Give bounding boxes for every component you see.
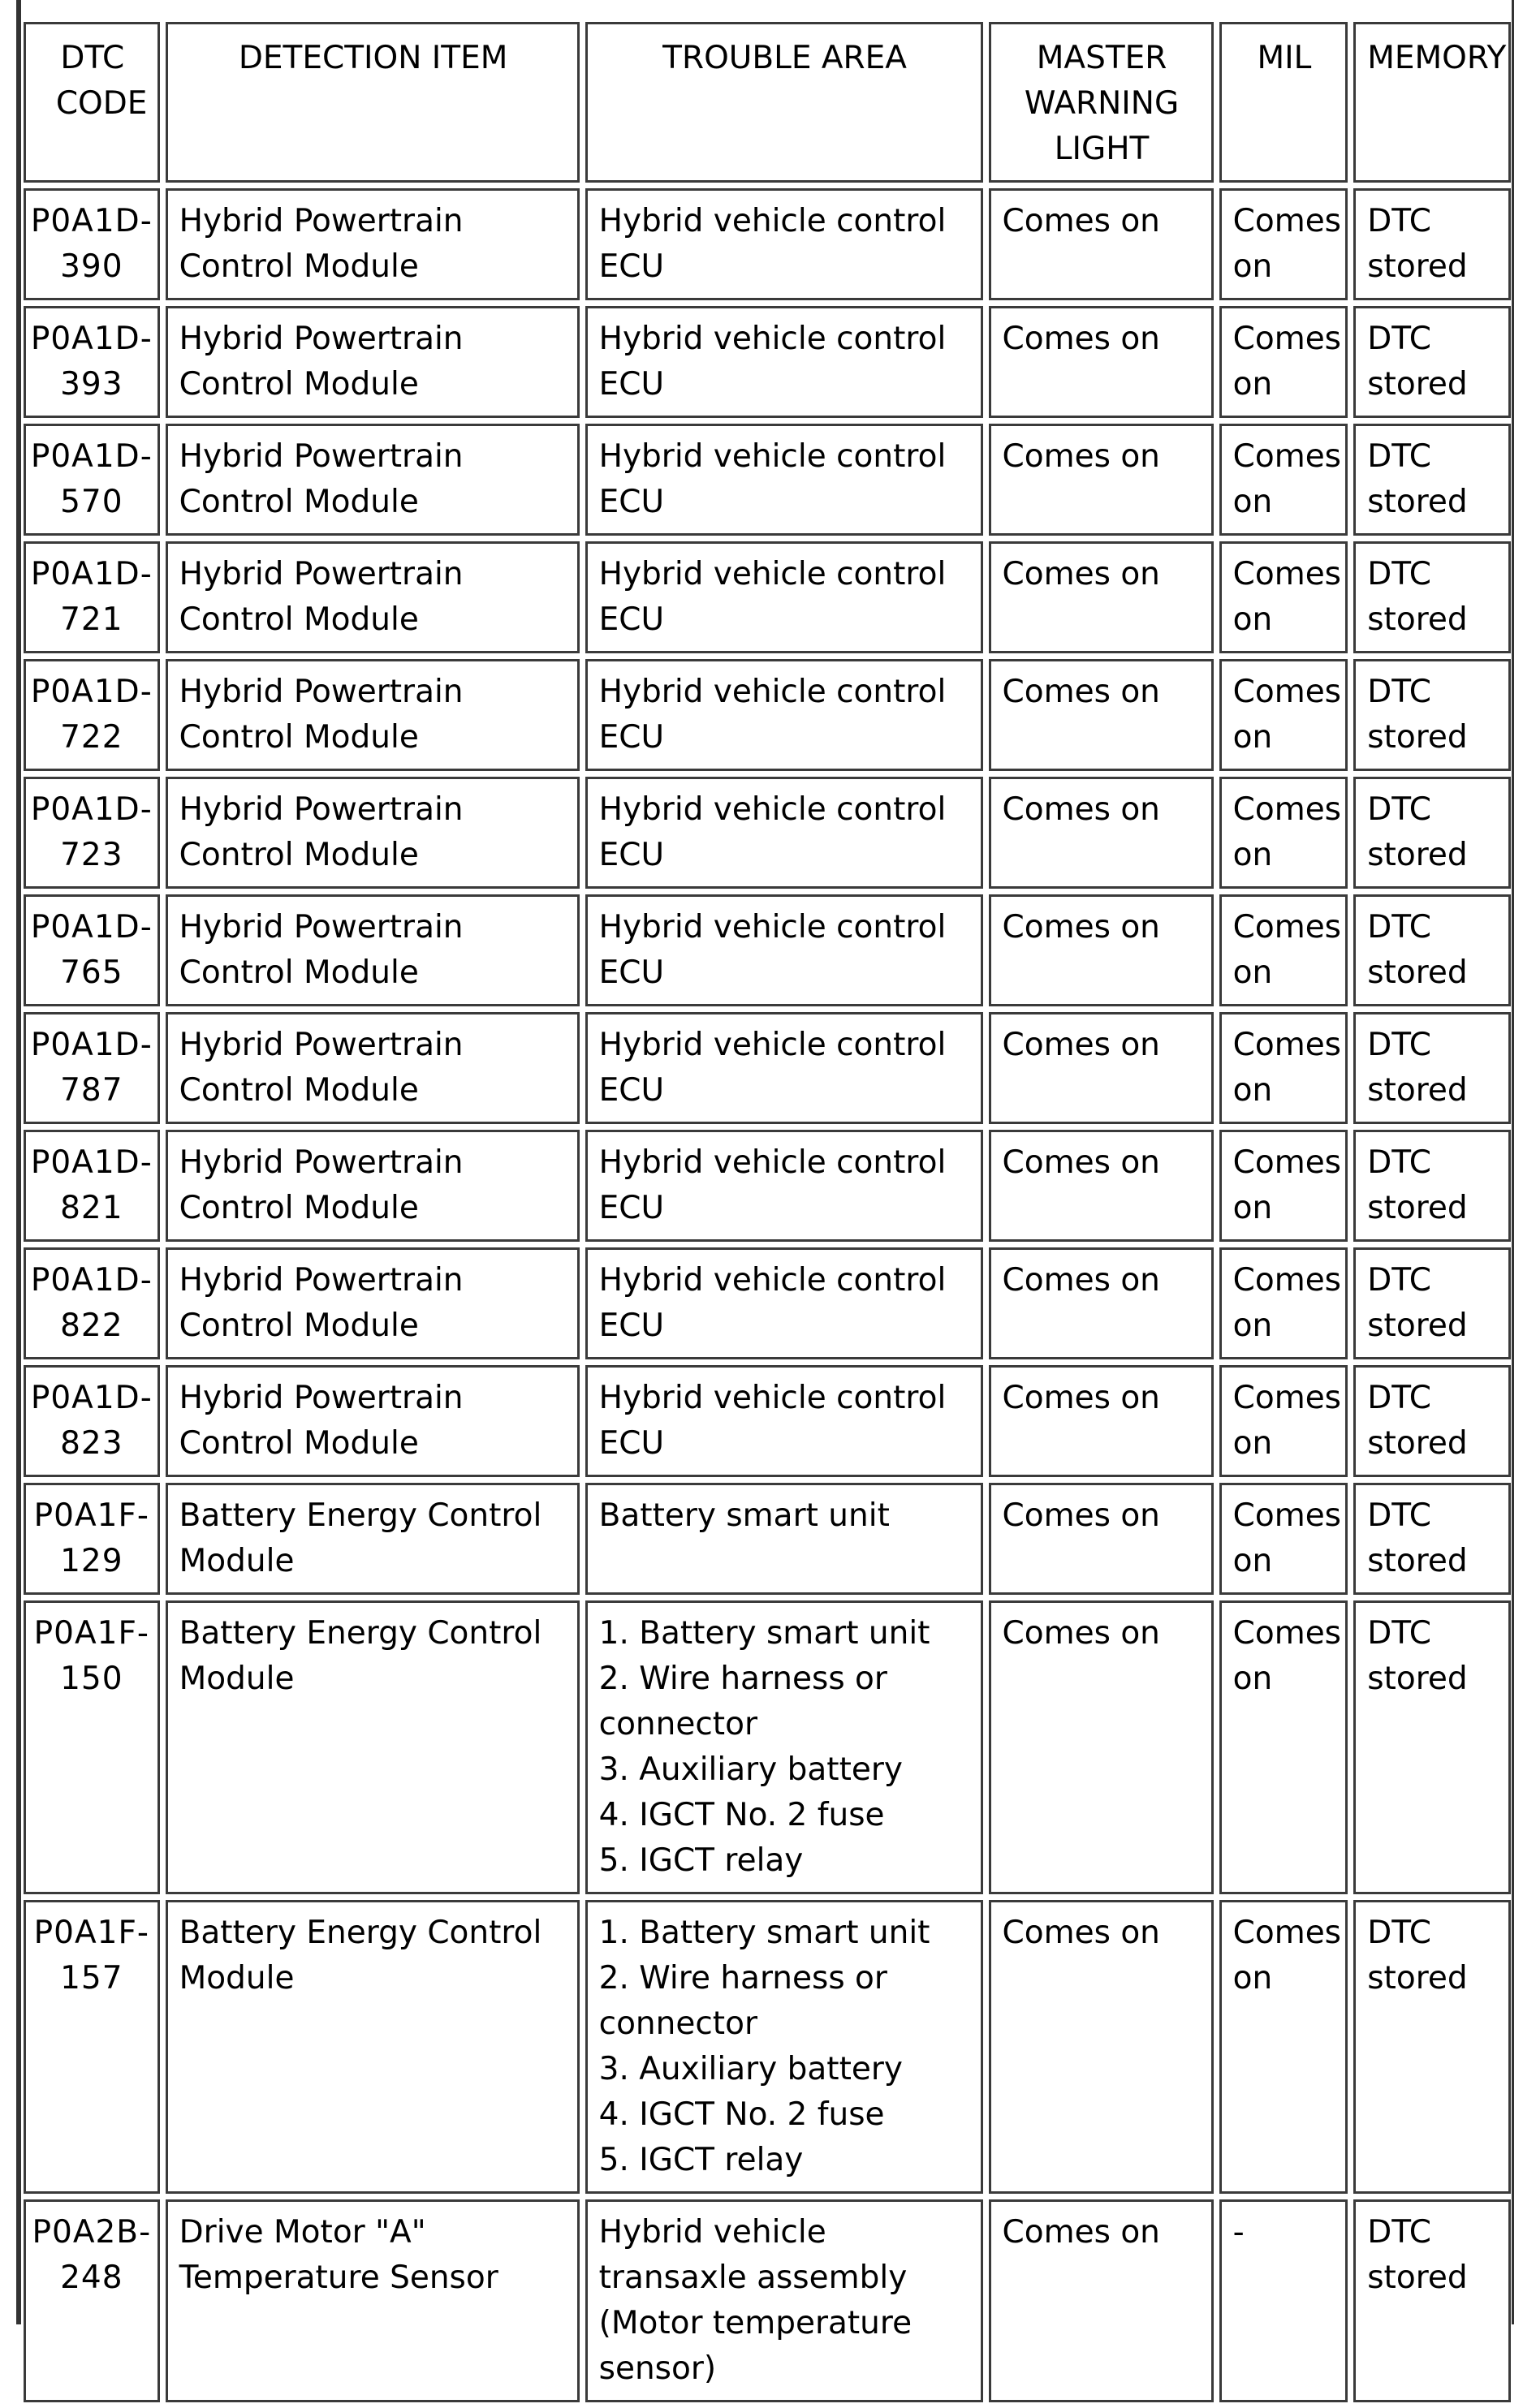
- master-warning-cell: Comes on: [989, 306, 1214, 418]
- trouble-area-cell: Hybrid vehicle control ECU: [585, 1012, 983, 1124]
- trouble-area-cell: [585, 1600, 983, 1894]
- dtc-code-cell: P0A1D-722: [24, 659, 160, 771]
- dtc-code-cell: P0A2B-248: [24, 2199, 160, 2402]
- mil-cell: Comes on: [1219, 1247, 1348, 1359]
- trouble-area-list-item: 4. IGCT No. 2 fuse: [598, 1797, 885, 1833]
- trouble-area-list-item: 5. IGCT relay: [598, 1842, 804, 1879]
- table-row: [24, 1600, 1511, 1894]
- master-warning-cell: Comes on: [989, 1900, 1214, 2194]
- mil-cell: Comes on: [1219, 1130, 1348, 1242]
- memory-cell: DTC stored: [1353, 1247, 1511, 1359]
- detection-item-cell: Hybrid Powertrain Control Module: [166, 188, 580, 300]
- detection-item-cell: Hybrid Powertrain Control Module: [166, 424, 580, 536]
- master-warning-cell: Comes on: [989, 777, 1214, 889]
- header-dtc-code: DTC CODE: [24, 22, 160, 183]
- memory-cell: DTC stored: [1353, 777, 1511, 889]
- mil-cell: Comes on: [1219, 306, 1348, 418]
- detection-item-cell: Hybrid Powertrain Control Module: [166, 1247, 580, 1359]
- memory-cell: DTC stored: [1353, 894, 1511, 1006]
- mil-cell: Comes on: [1219, 1483, 1348, 1595]
- master-warning-cell: Comes on: [989, 1130, 1214, 1242]
- dtc-code-cell: P0A1F-150: [24, 1600, 160, 1894]
- mil-cell: Comes on: [1219, 1365, 1348, 1477]
- mil-cell: Comes on: [1219, 541, 1348, 653]
- detection-item-cell: Hybrid Powertrain Control Module: [166, 541, 580, 653]
- memory-cell: DTC stored: [1353, 541, 1511, 653]
- trouble-area-cell: Hybrid vehicle control ECU: [585, 1365, 983, 1477]
- trouble-area-list-item: 3. Auxiliary battery: [598, 2051, 903, 2087]
- mil-cell: Comes on: [1219, 1900, 1348, 2194]
- table-row: [24, 188, 1511, 300]
- master-warning-cell: Comes on: [989, 1600, 1214, 1894]
- table-row: [24, 541, 1511, 653]
- master-warning-cell: Comes on: [989, 894, 1214, 1006]
- memory-cell: DTC stored: [1353, 659, 1511, 771]
- table-row: [24, 1365, 1511, 1477]
- mil-cell: Comes on: [1219, 424, 1348, 536]
- trouble-area-cell: Hybrid vehicle control ECU: [585, 306, 983, 418]
- detection-item-cell: Battery Energy Control Module: [166, 1483, 580, 1595]
- master-warning-cell: Comes on: [989, 1012, 1214, 1124]
- master-warning-cell: Comes on: [989, 1247, 1214, 1359]
- trouble-area-cell: Hybrid vehicle control ECU: [585, 541, 983, 653]
- trouble-area-list-item: 1. Battery smart unit: [598, 1915, 930, 1951]
- table-row: [24, 1900, 1511, 2194]
- master-warning-cell: Comes on: [989, 1483, 1214, 1595]
- header-master-warning-light: MASTER WARNING LIGHT: [989, 22, 1214, 183]
- table-row: [24, 424, 1511, 536]
- master-warning-cell: Comes on: [989, 1365, 1214, 1477]
- master-warning-cell: Comes on: [989, 2199, 1214, 2402]
- trouble-area-cell: Hybrid vehicle control ECU: [585, 894, 983, 1006]
- dtc-code-cell: P0A1D-765: [24, 894, 160, 1006]
- header-memory: MEMORY: [1353, 22, 1511, 183]
- memory-cell: DTC stored: [1353, 1900, 1511, 2194]
- mil-cell: Comes on: [1219, 894, 1348, 1006]
- master-warning-cell: Comes on: [989, 541, 1214, 653]
- dtc-code-cell: P0A1D-823: [24, 1365, 160, 1477]
- trouble-area-list-item: 2. Wire harness or connector: [598, 1661, 887, 1742]
- memory-cell: DTC stored: [1353, 1600, 1511, 1894]
- table-row: [24, 1012, 1511, 1124]
- mil-cell: Comes on: [1219, 1600, 1348, 1894]
- trouble-area-list-item: 1. Battery smart unit: [598, 1615, 930, 1652]
- trouble-area-cell: Hybrid vehicle control ECU: [585, 659, 983, 771]
- header-row: [24, 22, 1511, 183]
- trouble-area-cell: Battery smart unit: [585, 1483, 983, 1595]
- dtc-code-cell: P0A1D-570: [24, 424, 160, 536]
- memory-cell: DTC stored: [1353, 1012, 1511, 1124]
- table-row: [24, 894, 1511, 1006]
- trouble-area-list-item: 3. Auxiliary battery: [598, 1751, 903, 1788]
- header-detection-item: DETECTION ITEM: [166, 22, 580, 183]
- table-row: [24, 1247, 1511, 1359]
- dtc-code-cell: P0A1D-390: [24, 188, 160, 300]
- master-warning-cell: Comes on: [989, 188, 1214, 300]
- memory-cell: DTC stored: [1353, 1365, 1511, 1477]
- table-row: [24, 659, 1511, 771]
- detection-item-cell: Hybrid Powertrain Control Module: [166, 1365, 580, 1477]
- dtc-code-cell: P0A1D-393: [24, 306, 160, 418]
- mil-cell: -: [1219, 2199, 1348, 2402]
- table-row: [24, 306, 1511, 418]
- memory-cell: DTC stored: [1353, 424, 1511, 536]
- detection-item-cell: Hybrid Powertrain Control Module: [166, 894, 580, 1006]
- mil-cell: Comes on: [1219, 777, 1348, 889]
- memory-cell: DTC stored: [1353, 2199, 1511, 2402]
- header-mil: MIL: [1219, 22, 1348, 183]
- detection-item-cell: Hybrid Powertrain Control Module: [166, 1012, 580, 1124]
- memory-cell: DTC stored: [1353, 306, 1511, 418]
- dtc-code-cell: P0A1F-157: [24, 1900, 160, 2194]
- memory-cell: DTC stored: [1353, 188, 1511, 300]
- mil-cell: Comes on: [1219, 659, 1348, 771]
- master-warning-cell: Comes on: [989, 659, 1214, 771]
- detection-item-cell: Battery Energy Control Module: [166, 1600, 580, 1894]
- memory-cell: DTC stored: [1353, 1483, 1511, 1595]
- trouble-area-cell: Hybrid vehicle control ECU: [585, 777, 983, 889]
- dtc-code-cell: P0A1F-129: [24, 1483, 160, 1595]
- table-row: [24, 1483, 1511, 1595]
- dtc-code-cell: P0A1D-821: [24, 1130, 160, 1242]
- table-row: [24, 2199, 1511, 2402]
- mil-cell: Comes on: [1219, 188, 1348, 300]
- dtc-code-cell: P0A1D-787: [24, 1012, 160, 1124]
- trouble-area-cell: Hybrid vehicle transaxle assembly (Motor temperature sensor): [585, 2199, 983, 2402]
- header-trouble-area: TROUBLE AREA: [585, 22, 983, 183]
- trouble-area-cell: [585, 1900, 983, 2194]
- detection-item-cell: Drive Motor "A" Temperature Sensor: [166, 2199, 580, 2402]
- dtc-code-cell: P0A1D-822: [24, 1247, 160, 1359]
- detection-item-cell: Hybrid Powertrain Control Module: [166, 306, 580, 418]
- trouble-area-list-item: 2. Wire harness or connector: [598, 1960, 887, 2042]
- trouble-area-cell: Hybrid vehicle control ECU: [585, 1130, 983, 1242]
- table-row: [24, 777, 1511, 889]
- table-row: [24, 1130, 1511, 1242]
- detection-item-cell: Hybrid Powertrain Control Module: [166, 1130, 580, 1242]
- dtc-code-cell: P0A1D-721: [24, 541, 160, 653]
- trouble-area-list-item: 5. IGCT relay: [598, 2142, 804, 2178]
- memory-cell: DTC stored: [1353, 1130, 1511, 1242]
- master-warning-cell: Comes on: [989, 424, 1214, 536]
- trouble-area-list-item: 4. IGCT No. 2 fuse: [598, 2096, 885, 2133]
- trouble-area-cell: Hybrid vehicle control ECU: [585, 188, 983, 300]
- mil-cell: Comes on: [1219, 1012, 1348, 1124]
- dtc-code-cell: P0A1D-723: [24, 777, 160, 889]
- detection-item-cell: Battery Energy Control Module: [166, 1900, 580, 2194]
- dtc-table: [18, 16, 1517, 2408]
- trouble-area-cell: Hybrid vehicle control ECU: [585, 1247, 983, 1359]
- detection-item-cell: Hybrid Powertrain Control Module: [166, 659, 580, 771]
- trouble-area-cell: Hybrid vehicle control ECU: [585, 424, 983, 536]
- detection-item-cell: Hybrid Powertrain Control Module: [166, 777, 580, 889]
